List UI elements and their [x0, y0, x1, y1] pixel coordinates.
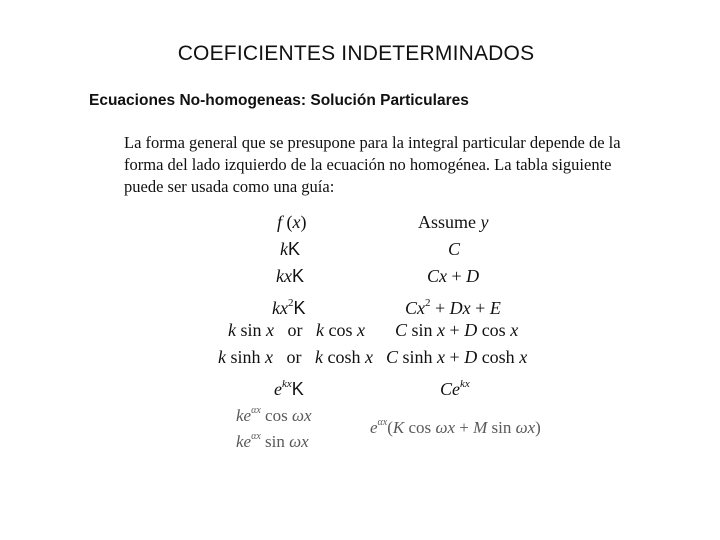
row3-right: Cx$^2$ + Dx + E: [405, 297, 501, 318]
row1-left: kK: [280, 239, 301, 259]
row7-right: $e^{\alpha x}(K$ cos ωx + M sin ωx): [370, 417, 541, 437]
row5-right: C sinh x + D cosh x: [386, 347, 528, 367]
row2-left: kxK: [276, 266, 305, 286]
paragraph-line-1: La forma general que se presupone para la integral particular depende de la: [124, 133, 621, 152]
slide-subtitle: Ecuaciones No-homogeneas: Solución Particulares: [89, 92, 469, 109]
slide-title: COEFICIENTES INDETERMINADOS: [177, 42, 535, 65]
row6-left: $e^{kx}K$: [274, 378, 304, 399]
header-assume-y: Assume y: [418, 212, 489, 232]
row5-left: k sinh x or k cosh x: [218, 347, 374, 367]
row8-left: $ke^{\alpha x}$ sin ωx: [236, 431, 309, 451]
row7-left: $ke^{\alpha x}$ cos ωx: [236, 405, 312, 425]
header-fx: f (x): [277, 212, 307, 232]
row4-right: C sin x + D cos x: [395, 320, 519, 340]
paragraph-line-3: puede ser usada como una guía:: [124, 177, 335, 196]
row3-left: $kx^2K$: [272, 297, 306, 318]
row1-right: C: [448, 239, 461, 259]
paragraph-line-2: forma del lado izquierdo de la ecuación no homogénea. La tabla siguiente: [124, 155, 612, 174]
row4-left: k sin x or k cos x: [228, 320, 366, 340]
row2-right: Cx + D: [427, 266, 480, 286]
intro-paragraph: [124, 132, 684, 198]
row6-right: $Ce^{kx}$: [440, 378, 470, 399]
